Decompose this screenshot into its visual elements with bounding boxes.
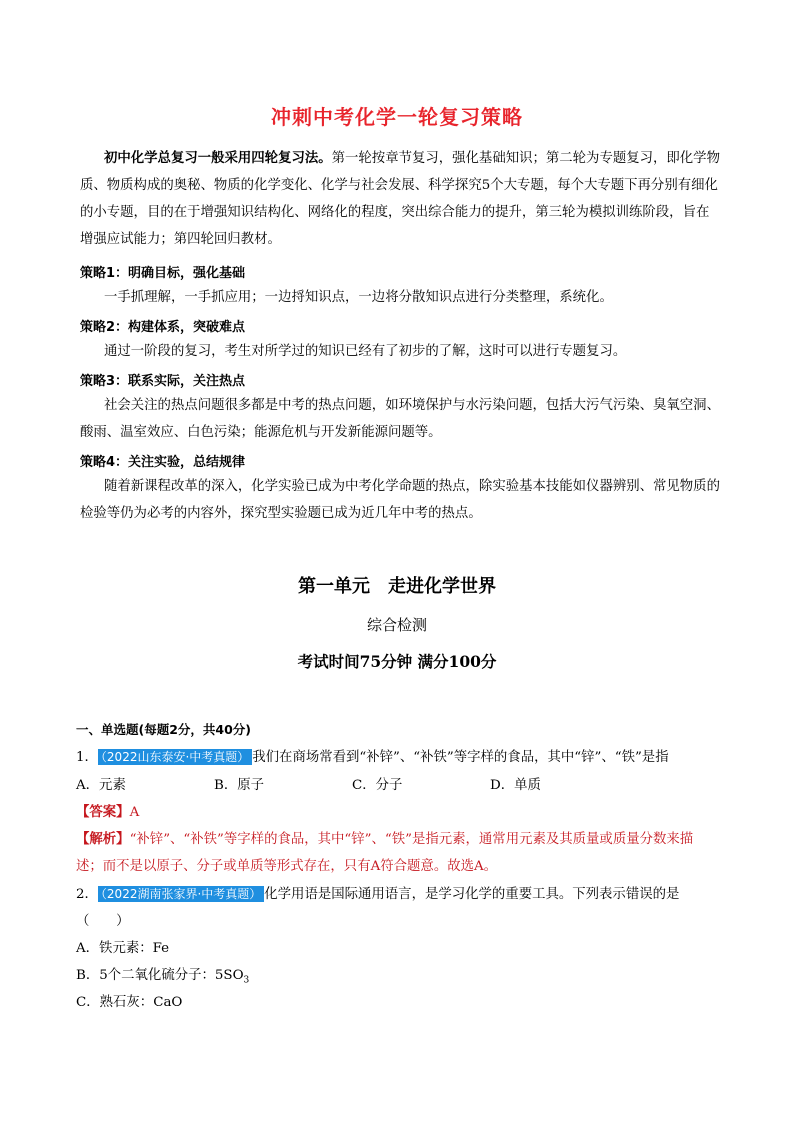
question-1-answer [76, 801, 139, 820]
question-2-option-b [76, 964, 249, 986]
question-1-option-d: D．单质 [490, 778, 541, 793]
question-2-source-tag: （2022湖南张家界·中考真题） [98, 886, 264, 902]
strategy-2-heading: 策略2：构建体系，突破难点 [80, 320, 246, 335]
section-1-heading: 一、单选题(每题2分，共40分) [76, 722, 252, 737]
page-title: 冲刺中考化学一轮复习策略 [271, 105, 523, 129]
question-1-stem [76, 746, 669, 765]
strategy-3-text: 社会关注的热点问题很多都是中考的热点问题，如环境保护与水污染问题，包括大污气污染、臭氧空洞、酸雨、温室效应、白色污染；能源危机与开发新能源问题等。 [80, 398, 720, 440]
strategy-4-text: 随着新课程改革的深入，化学实验已成为中考化学命题的热点，除实验基本技能如仪器辨别、常见物质的检验等仍为必考的内容外，探究型实验题已成为近几年中考的热点。 [80, 479, 720, 521]
unit-title: 第一单元 走进化学世界 [298, 576, 496, 597]
question-2-option-c: C．熟石灰：CaO [76, 995, 183, 1010]
strategy-1-text: 一手抓理解，一手抓应用；一边捋知识点，一边将分散知识点进行分类整理，系统化。 [104, 290, 613, 305]
question-2-option-a: A．铁元素：Fe [76, 941, 170, 956]
intro-bold-lead: 初中化学总复习一般采用四轮复习法。 [104, 150, 332, 166]
question-1-option-c: C．分子 [352, 778, 403, 793]
strategy-4-heading: 策略4：关注实验，总结规律 [80, 455, 246, 470]
strategy-2-text: 通过一阶段的复习，考生对所学过的知识已经有了初步的了解，这时可以进行专题复习。 [104, 344, 627, 359]
question-1-option-a: A．元素 [76, 778, 126, 793]
question-2-option-b-subscript: 3 [243, 975, 250, 986]
question-1-options [76, 774, 628, 793]
strategy-1-heading: 策略1：明确目标，强化基础 [80, 266, 246, 281]
unit-subtitle: 综合检测 [366, 616, 427, 634]
question-1-source-tag: （2022山东泰安·中考真题） [98, 749, 252, 765]
answer-label: 【答案】 [76, 804, 130, 820]
question-2-bracket: （ ） [76, 914, 130, 929]
answer-value: A [129, 805, 140, 820]
question-2-number: 2． [76, 887, 98, 902]
exam-info: 考试时间75分钟 满分100分 [297, 652, 497, 671]
question-2-text: 化学用语是国际通用语言，是学习化学的重要工具。下列表示错误的是 [264, 887, 680, 902]
analysis-text-1: “补锌”、“补铁”等字样的食品，其中“锌”、“铁”是指元素，通常用元素及其质量或质量分数来描 [129, 832, 694, 847]
question-1-number: 1． [76, 750, 98, 765]
question-2-option-b-text: B．5个二氧化硫分子：5SO [76, 968, 244, 983]
intro-text: 第一轮按章节复习，强化基础知识；第二轮为专题复习，即化学物质、物质构成的奥秘、物质的化学变化、化学与社会发展、科学探究5个大专题，每个大专题下再分别有细化的小专题，目的在于增强知识结构化、网络化的程度，突出综合能力的提升，第三轮为模拟训练阶段，旨在增强应试能力；第四轮回归教材。 [80, 151, 720, 247]
question-1-text: 我们在商场常看到“补锌”、“补铁”等字样的食品，其中“锌”、“铁”是指 [252, 750, 669, 765]
question-1-option-b: B．原子 [214, 778, 265, 793]
intro-paragraph [80, 145, 720, 253]
question-1-analysis-line-1 [76, 828, 693, 847]
question-1-analysis-line-2: 述；而不是以原子、分子或单质等形式存在，只有A符合题意。故选A。 [76, 859, 498, 874]
question-2-stem [76, 883, 679, 902]
strategy-3-heading: 策略3：联系实际，关注热点 [80, 374, 246, 389]
analysis-label: 【解析】 [76, 831, 130, 847]
